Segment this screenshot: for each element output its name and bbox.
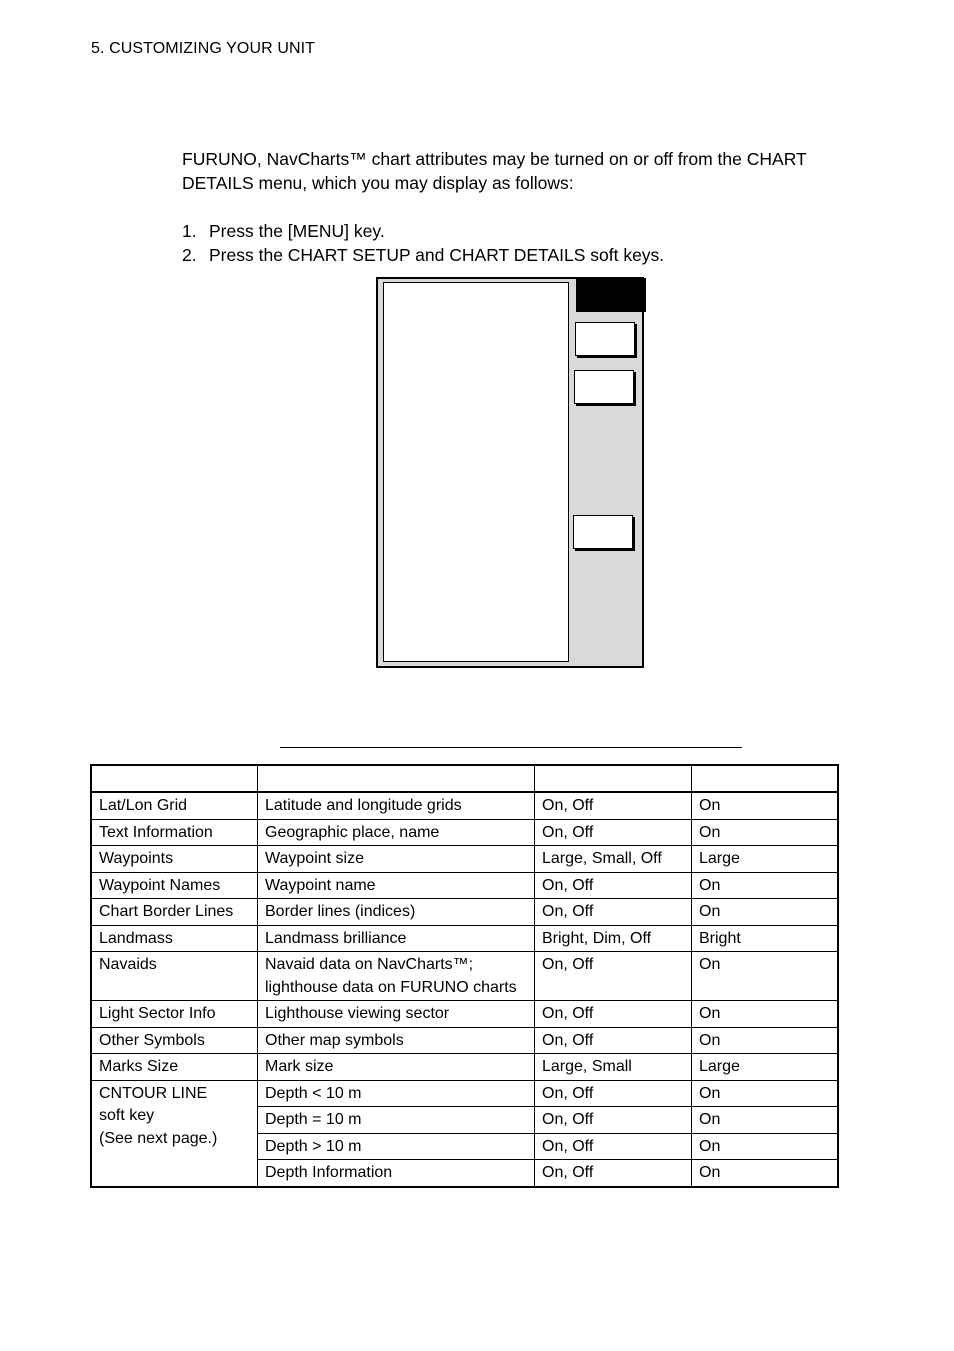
chart-display-area bbox=[383, 282, 569, 662]
table-row bbox=[91, 952, 838, 1001]
contour-item-cell bbox=[91, 1080, 258, 1187]
item-cell: Waypoint Names bbox=[91, 872, 258, 899]
item-cell: Lat/Lon Grid bbox=[91, 792, 258, 819]
step-text: Press the [MENU] key. bbox=[209, 221, 385, 241]
options-cell: Bright, Dim, Off bbox=[535, 925, 692, 952]
options-cell: On, Off bbox=[535, 819, 692, 846]
item-cell: Light Sector Info bbox=[91, 1001, 258, 1028]
options-cell: On, Off bbox=[535, 872, 692, 899]
soft-key-2[interactable] bbox=[574, 370, 634, 404]
options-cell: On, Off bbox=[535, 952, 692, 1001]
item-cell: Marks Size bbox=[91, 1054, 258, 1081]
item-cell: Navaids bbox=[91, 952, 258, 1001]
options-cell: On, Off bbox=[535, 1001, 692, 1028]
default-cell: On bbox=[692, 872, 839, 899]
desc-cell: Navaid data on NavCharts™; lighthouse data on FURUNO charts bbox=[258, 952, 535, 1001]
table-header-row bbox=[91, 765, 838, 792]
table-row bbox=[91, 899, 838, 926]
options-cell: On, Off bbox=[535, 1027, 692, 1054]
table-row bbox=[91, 1001, 838, 1028]
contour-item-line: (See next page.) bbox=[99, 1129, 218, 1147]
default-cell: Bright bbox=[692, 925, 839, 952]
default-cell: On bbox=[692, 1080, 839, 1107]
default-cell: On bbox=[692, 1160, 839, 1187]
item-cell: Chart Border Lines bbox=[91, 899, 258, 926]
table-row bbox=[91, 925, 838, 952]
table-row bbox=[91, 819, 838, 846]
desc-cell: Landmass brilliance bbox=[258, 925, 535, 952]
options-cell: On, Off bbox=[535, 792, 692, 819]
desc-cell: Depth Information bbox=[258, 1160, 535, 1187]
default-cell: On bbox=[692, 1027, 839, 1054]
desc-cell: Mark size bbox=[258, 1054, 535, 1081]
desc-cell: Lighthouse viewing sector bbox=[258, 1001, 535, 1028]
step-number: 1. bbox=[182, 221, 197, 241]
desc-cell: Depth < 10 m bbox=[258, 1080, 535, 1107]
step-2 bbox=[182, 243, 664, 267]
item-cell: Landmass bbox=[91, 925, 258, 952]
desc-cell: Latitude and longitude grids bbox=[258, 792, 535, 819]
table-row bbox=[91, 1027, 838, 1054]
desc-cell: Depth = 10 m bbox=[258, 1107, 535, 1134]
contour-item-line: CNTOUR LINE bbox=[99, 1084, 208, 1102]
step-text: Press the CHART SETUP and CHART DETAILS soft keys. bbox=[209, 245, 665, 265]
default-cell: On bbox=[692, 899, 839, 926]
options-cell: On, Off bbox=[535, 1133, 692, 1160]
table-row bbox=[91, 872, 838, 899]
item-cell: Other Symbols bbox=[91, 1027, 258, 1054]
default-cell: On bbox=[692, 1107, 839, 1134]
default-cell: On bbox=[692, 1133, 839, 1160]
table-title-rule bbox=[280, 747, 742, 748]
contour-item-line: soft key bbox=[99, 1107, 155, 1124]
page-header: 5. CUSTOMIZING YOUR UNIT bbox=[91, 40, 316, 57]
item-cell: Text Information bbox=[91, 819, 258, 846]
options-cell: On, Off bbox=[535, 899, 692, 926]
options-cell: Large, Small, Off bbox=[535, 846, 692, 873]
default-cell: On bbox=[692, 952, 839, 1001]
header-cell bbox=[535, 765, 692, 792]
item-cell: Waypoints bbox=[91, 846, 258, 873]
options-cell: Large, Small bbox=[535, 1054, 692, 1081]
step-1 bbox=[182, 219, 385, 243]
intro-paragraph: FURUNO, NavCharts™ chart attributes may be turned on or off from the CHART DETAILS menu, which you may display as follows: bbox=[182, 149, 807, 193]
table-row bbox=[91, 1080, 838, 1107]
table-row bbox=[91, 792, 838, 819]
default-cell: On bbox=[692, 819, 839, 846]
softkey-title-bar bbox=[576, 278, 646, 312]
desc-cell: Waypoint name bbox=[258, 872, 535, 899]
desc-cell: Border lines (indices) bbox=[258, 899, 535, 926]
header-cell bbox=[91, 765, 258, 792]
default-cell: Large bbox=[692, 1054, 839, 1081]
default-cell: On bbox=[692, 1001, 839, 1028]
default-cell: Large bbox=[692, 846, 839, 873]
display-screen-figure bbox=[376, 277, 644, 668]
desc-cell: Other map symbols bbox=[258, 1027, 535, 1054]
options-cell: On, Off bbox=[535, 1107, 692, 1134]
chart-details-table bbox=[90, 764, 839, 1188]
desc-cell: Waypoint size bbox=[258, 846, 535, 873]
table-row bbox=[91, 1054, 838, 1081]
table-row bbox=[91, 846, 838, 873]
desc-cell: Geographic place, name bbox=[258, 819, 535, 846]
options-cell: On, Off bbox=[535, 1080, 692, 1107]
step-number: 2. bbox=[182, 245, 197, 265]
options-cell: On, Off bbox=[535, 1160, 692, 1187]
soft-key-3[interactable] bbox=[573, 515, 633, 549]
header-cell bbox=[692, 765, 839, 792]
soft-key-1[interactable] bbox=[575, 322, 635, 356]
desc-cell: Depth > 10 m bbox=[258, 1133, 535, 1160]
default-cell: On bbox=[692, 792, 839, 819]
header-cell bbox=[258, 765, 535, 792]
